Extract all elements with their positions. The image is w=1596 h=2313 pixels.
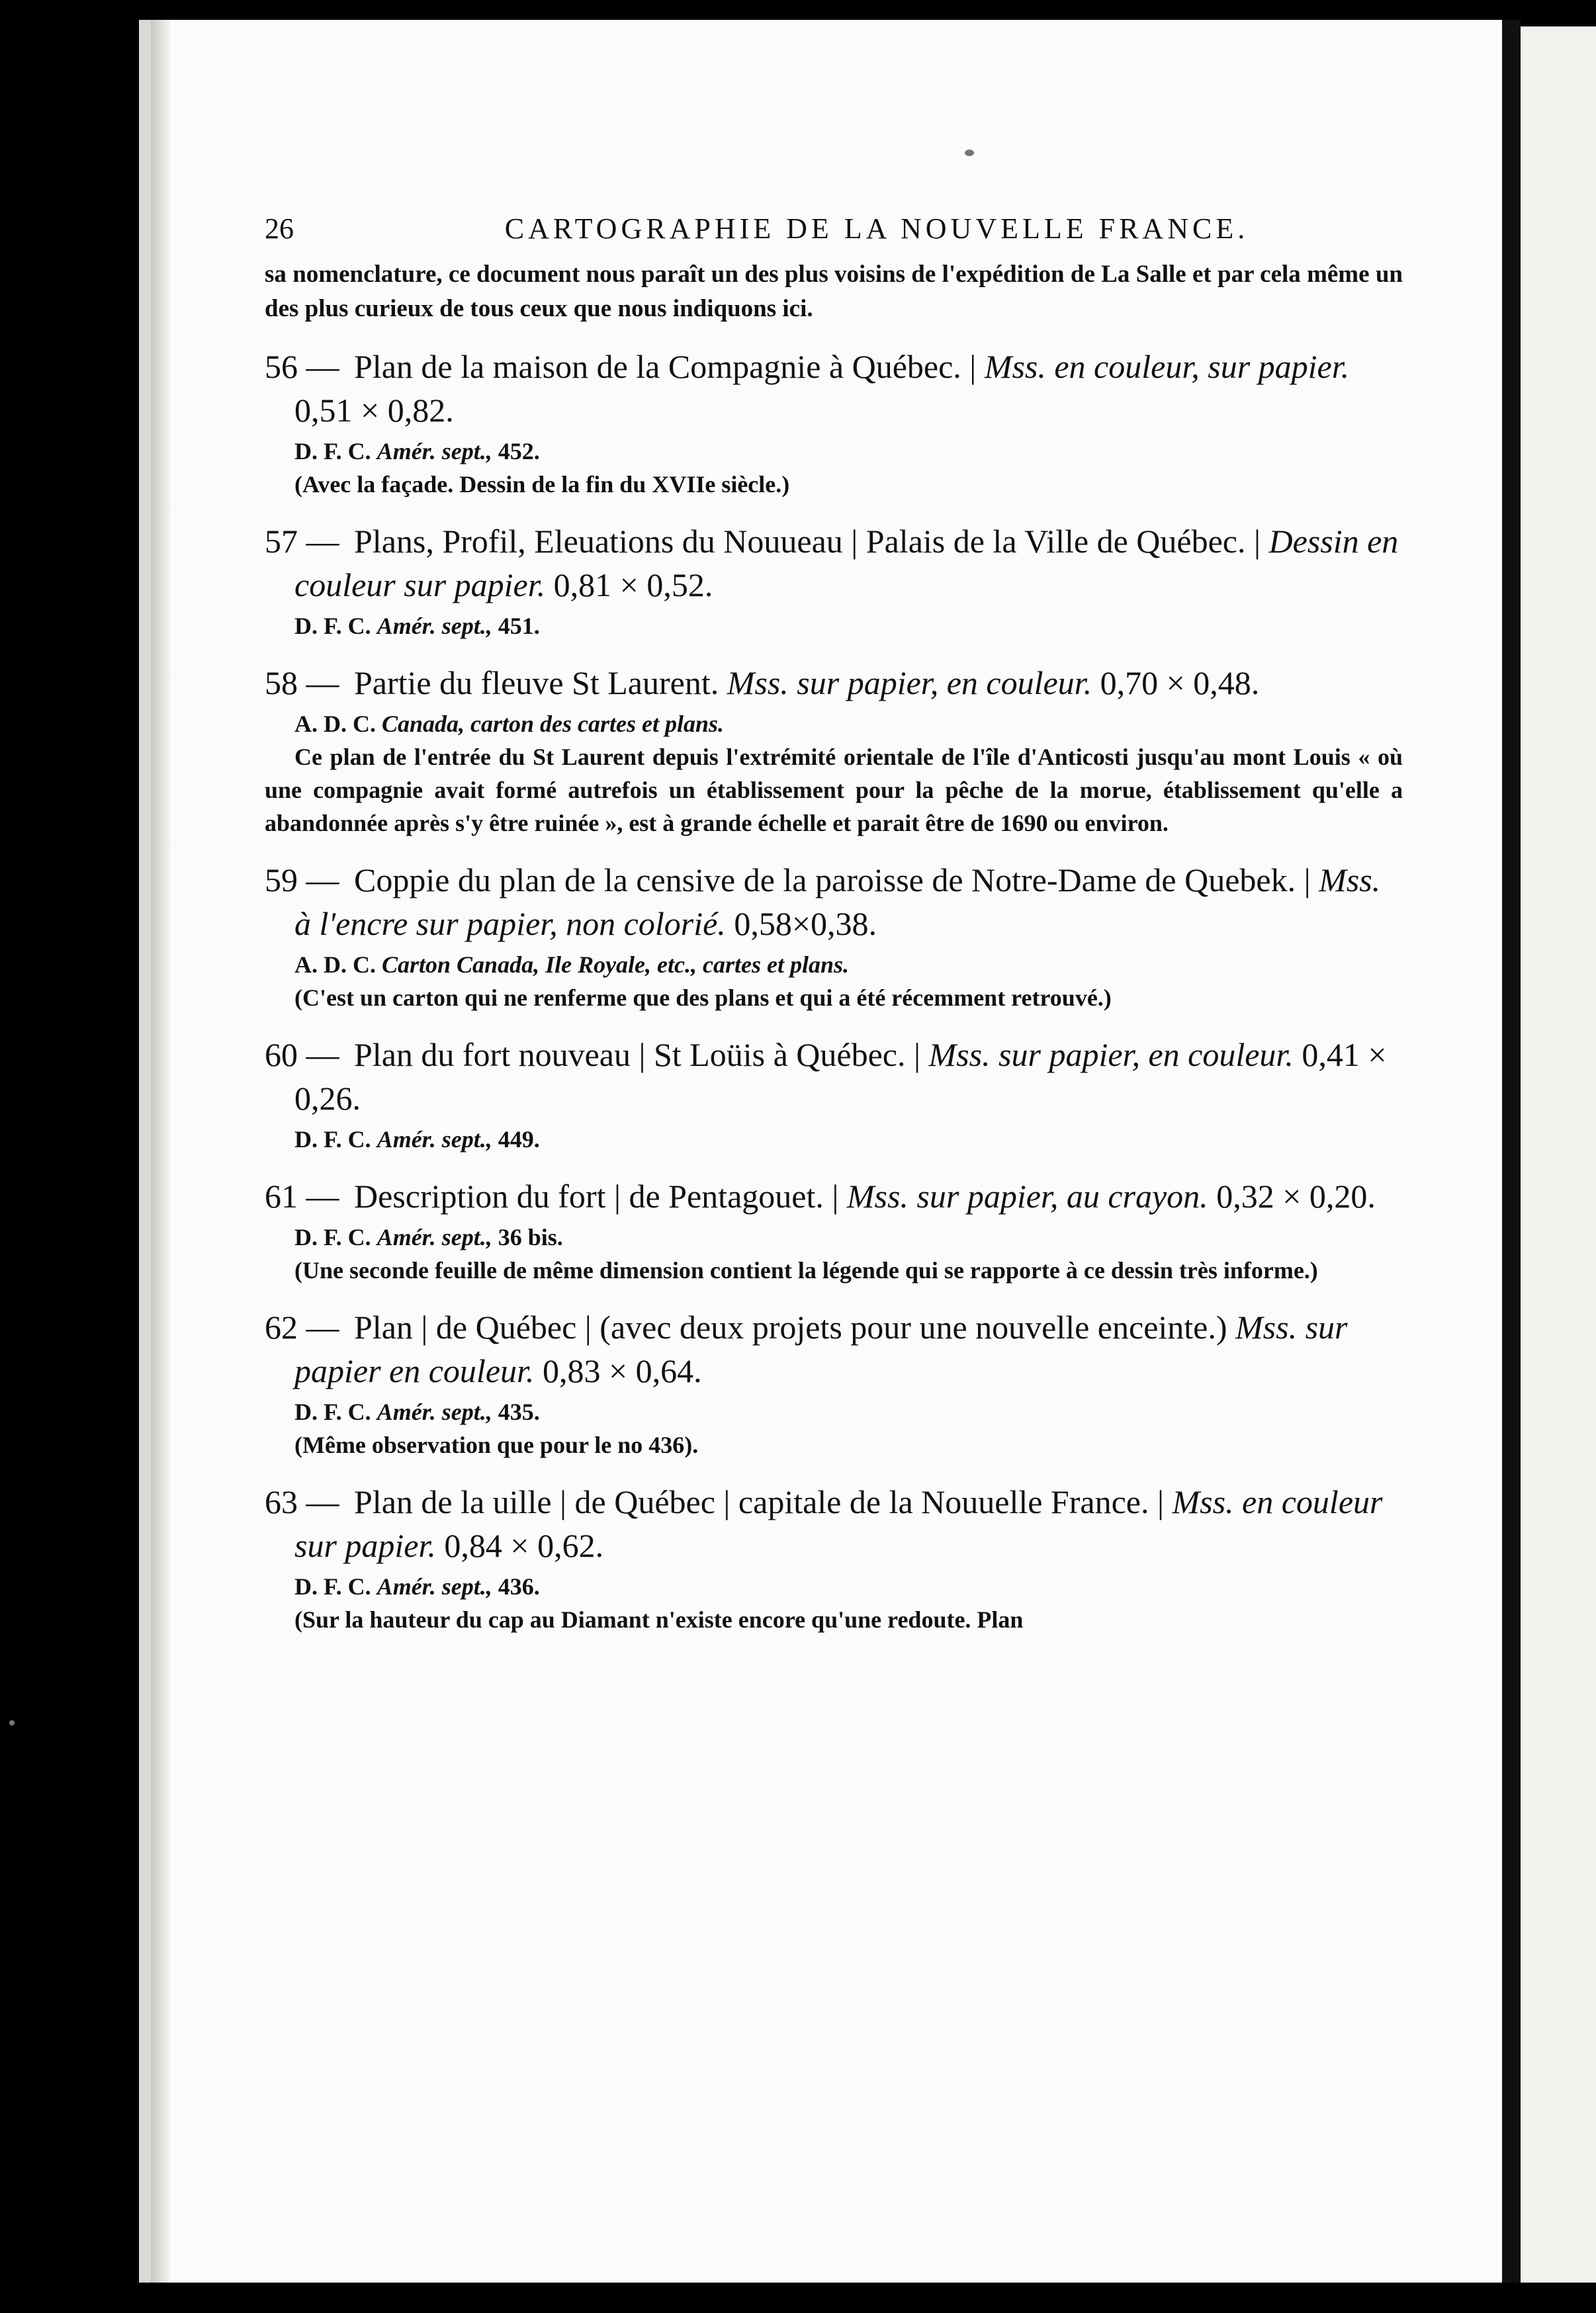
reference-series: Amér. sept.,: [377, 1126, 492, 1153]
entry-title: Plans, Profil, Eleuations du Nouueau | Palais de la Ville de Québec. |: [354, 523, 1261, 560]
entry-note: Ce plan de l'entrée du St Laurent depuis l'extrémité orientale de l'île d'Anticosti jusqu'au mont Louis « où une compagnie avait formé autrefois un établissement pour la pêche de la morue, établissement qu'elle a abandonnée après s'y être ruinée », est à grande échelle et parait être de 1690 ou environ.: [265, 744, 1403, 836]
catalogue-entry: [265, 1033, 1403, 1156]
entry-heading: [265, 1480, 1403, 1567]
entry-title: Coppie du plan de la censive de la paroisse de Notre-Dame de Quebek. |: [354, 861, 1311, 898]
page-content: [265, 212, 1403, 1636]
catalogue-entry: [265, 858, 1403, 1014]
catalogue-entry: [265, 1174, 1403, 1287]
entry-note: (Même observation que pour le no 436).: [294, 1432, 699, 1458]
entry-reference: [294, 1123, 1403, 1156]
entry-medium: Dessin en couleur sur papier.: [294, 523, 1399, 603]
catalogue-entries: [265, 345, 1403, 1636]
facing-page-edge: [1521, 26, 1596, 2283]
entry-medium: Mss. en couleur sur papier.: [294, 1483, 1383, 1564]
catalogue-entry: [265, 661, 1403, 840]
reference-archive: D. F. C.: [294, 613, 371, 639]
entry-medium: Mss. sur papier, en couleur.: [928, 1036, 1294, 1073]
page-number: 26: [265, 212, 294, 245]
entry-dimensions: 0,32 × 0,20.: [1216, 1178, 1376, 1215]
entry-reference: [294, 1570, 1403, 1603]
entry-heading: [265, 1033, 1403, 1120]
entry-dimensions: 0,83 × 0,64.: [542, 1352, 702, 1389]
entry-reference: [294, 707, 1403, 740]
catalogue-entry: [265, 1305, 1403, 1462]
entry-dimensions: 0,41 × 0,26.: [294, 1036, 1387, 1117]
entry-number: 60 —: [265, 1036, 339, 1073]
reference-archive: A. D. C.: [294, 711, 376, 737]
entry-heading: [265, 1305, 1403, 1393]
reference-series: Carton Canada, Ile Royale, etc., cartes et plans.: [382, 951, 849, 978]
reference-series: Amér. sept.,: [377, 1399, 492, 1425]
entry-dimensions: 0,70 × 0,48.: [1100, 664, 1260, 701]
reference-number: 451.: [498, 613, 540, 639]
entry-title: Partie du fleuve St Laurent.: [354, 664, 719, 701]
entry-medium: Mss. en couleur, sur papier.: [984, 348, 1350, 385]
entry-dimensions: 0,51 × 0,82.: [294, 392, 454, 429]
reference-archive: D. F. C.: [294, 1224, 371, 1250]
catalogue-entry: [265, 1480, 1403, 1636]
entry-medium: Mss. sur papier, en couleur.: [727, 664, 1092, 701]
reference-number: 435.: [498, 1399, 540, 1425]
entry-title: Description du fort | de Pentagouet. |: [354, 1178, 839, 1215]
reference-number: 436.: [498, 1573, 540, 1600]
reference-series: Amér. sept.,: [377, 1573, 492, 1600]
entry-title: Plan du fort nouveau | St Loüis à Québec. |: [354, 1036, 920, 1073]
running-title: CARTOGRAPHIE DE LA NOUVELLE FRANCE.: [504, 212, 1249, 245]
reference-archive: A. D. C.: [294, 951, 376, 978]
entry-title: Plan de la uille | de Québec | capitale de la Nouuelle France. |: [354, 1483, 1164, 1520]
catalogue-entry: [265, 519, 1403, 642]
entry-heading: [265, 345, 1403, 432]
reference-series: Amér. sept.,: [377, 613, 492, 639]
reference-number: 449.: [498, 1126, 540, 1153]
book-gutter: [1502, 20, 1521, 2283]
entry-number: 62 —: [265, 1309, 339, 1346]
reference-number: 452.: [498, 438, 540, 464]
entry-number: 63 —: [265, 1483, 339, 1520]
entry-reference: [294, 948, 1403, 981]
entry-heading: [265, 1174, 1403, 1218]
reference-series: Amér. sept.,: [377, 1224, 492, 1250]
entry-medium: Mss. à l'encre sur papier, non colorié.: [294, 861, 1381, 942]
entry-number: 59 —: [265, 861, 339, 898]
entry-note: (C'est un carton qui ne renferme que des plans et qui a été récemment retrouvé.): [294, 984, 1112, 1011]
entry-reference: [294, 1395, 1403, 1428]
reference-archive: D. F. C.: [294, 1126, 371, 1153]
entry-heading: [265, 661, 1403, 705]
entry-title: Plan de la maison de la Compagnie à Québec. |: [354, 348, 977, 385]
entry-reference: [294, 1221, 1403, 1254]
entry-medium: Mss. sur papier en couleur.: [294, 1309, 1348, 1389]
reference-archive: D. F. C.: [294, 438, 371, 464]
entry-reference: [294, 435, 1403, 468]
entry-number: 58 —: [265, 664, 339, 701]
scan-background: [0, 0, 139, 2313]
reference-number: 36 bis.: [498, 1224, 563, 1250]
entry-number: 57 —: [265, 523, 339, 560]
entry-number: 56 —: [265, 348, 339, 385]
reference-series: Amér. sept.,: [377, 438, 492, 464]
catalogue-entry: [265, 345, 1403, 501]
entry-reference: [294, 609, 1403, 642]
entry-note: (Une seconde feuille de même dimension contient la légende qui se rapporte à ce dessin très informe.): [294, 1257, 1318, 1284]
entry-number: 61 —: [265, 1178, 339, 1215]
entry-title: Plan | de Québec | (avec deux projets pour une nouvelle enceinte.): [354, 1309, 1227, 1346]
entry-heading: [265, 858, 1403, 945]
scan-speck: [9, 1720, 15, 1725]
entry-medium: Mss. sur papier, au crayon.: [846, 1178, 1208, 1215]
entry-dimensions: 0,81 × 0,52.: [553, 566, 713, 603]
entry-heading: [265, 519, 1403, 607]
reference-archive: D. F. C.: [294, 1573, 371, 1600]
reference-archive: D. F. C.: [294, 1399, 371, 1425]
entry-dimensions: 0,58×0,38.: [734, 905, 877, 942]
entry-note: (Avec la façade. Dessin de la fin du XVIIe siècle.): [294, 471, 790, 498]
entry-dimensions: 0,84 × 0,62.: [444, 1527, 604, 1564]
intro-paragraph: sa nomenclature, ce document nous paraît un des plus voisins de l'expédition de La Salle et par cela même un des plus curieux de tous ceux que nous indiquons ici.: [265, 261, 1403, 322]
scan-speck: [965, 150, 974, 156]
entry-note: (Sur la hauteur du cap au Diamant n'existe encore qu'une redoute. Plan: [294, 1606, 1024, 1633]
running-head: [265, 212, 1403, 245]
reference-series: Canada, carton des cartes et plans.: [382, 711, 725, 737]
